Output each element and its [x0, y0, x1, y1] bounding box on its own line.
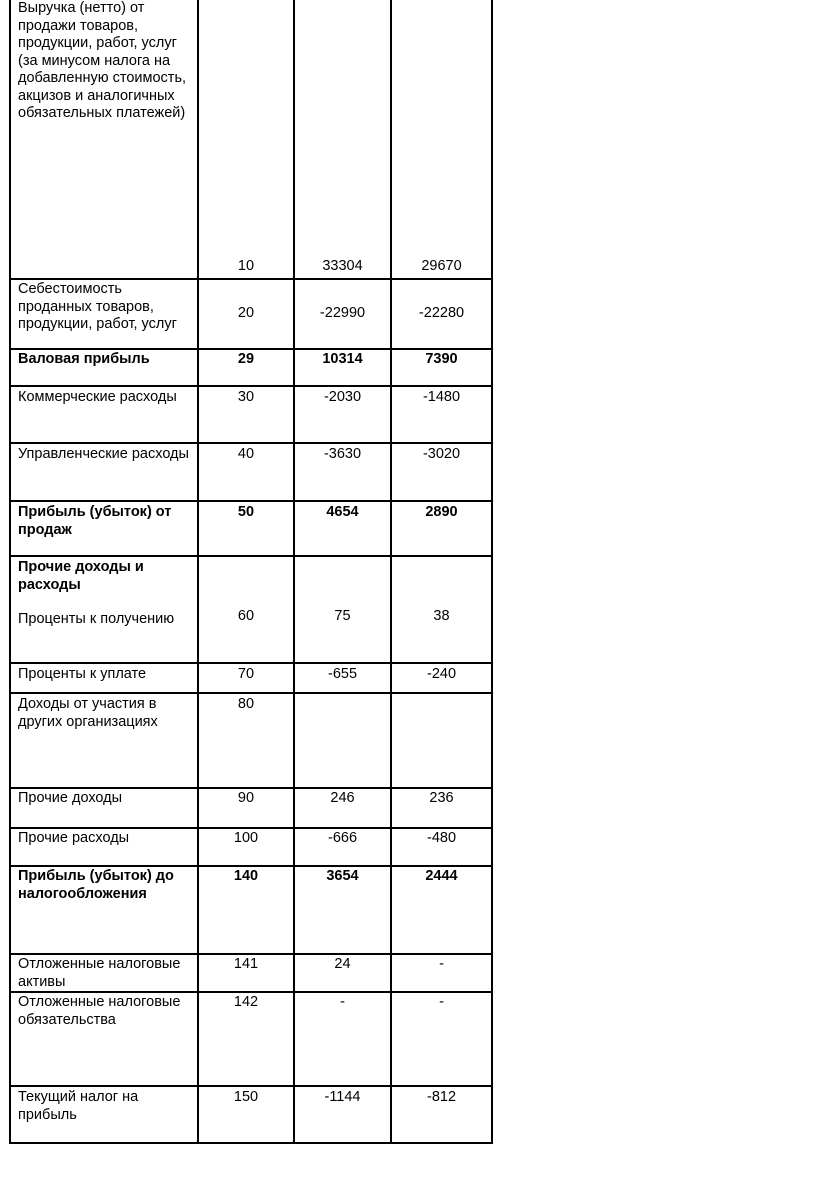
- row-current-value: 33304: [294, 0, 391, 279]
- row-previous-value: 236: [391, 788, 492, 828]
- row-previous-value: 2890: [391, 501, 492, 556]
- row-label: Проценты к уплате: [10, 663, 198, 693]
- row-previous-value: [391, 693, 492, 788]
- table-row: [10, 0, 492, 279]
- row-current-value: 24: [294, 954, 391, 992]
- row-code: 140: [198, 866, 294, 954]
- row-code: 20: [198, 279, 294, 349]
- financial-results-table: [9, 0, 493, 1144]
- row-previous-value: -812: [391, 1086, 492, 1143]
- row-code: 30: [198, 386, 294, 443]
- row-code: 60: [198, 556, 294, 663]
- row-code: 10: [198, 0, 294, 279]
- table-row: [10, 992, 492, 1086]
- row-label: Прочие доходы и расходы Проценты к получению: [10, 556, 198, 663]
- row-code: 50: [198, 501, 294, 556]
- table-row: [10, 279, 492, 349]
- row-code: 70: [198, 663, 294, 693]
- table-row: [10, 866, 492, 954]
- row-previous-value: -480: [391, 828, 492, 866]
- row-current-value: 246: [294, 788, 391, 828]
- row-code: 100: [198, 828, 294, 866]
- row-previous-value: 7390: [391, 349, 492, 386]
- row-code: 29: [198, 349, 294, 386]
- row-label: Выручка (нетто) от продажи товаров, продукции, работ, услуг (за минусом налога на добавленную стоимость, акцизов и аналогичных обязательных платежей): [10, 0, 198, 279]
- row-current-value: -666: [294, 828, 391, 866]
- row-label: Прочие доходы: [10, 788, 198, 828]
- row-code: 142: [198, 992, 294, 1086]
- table-row: [10, 443, 492, 501]
- row-label: Прибыль (убыток) от продаж: [10, 501, 198, 556]
- table-row: [10, 1086, 492, 1143]
- row-code: 40: [198, 443, 294, 501]
- table-row: [10, 556, 492, 663]
- table-row: [10, 386, 492, 443]
- row-previous-value: 38: [391, 556, 492, 663]
- row-current-value: 4654: [294, 501, 391, 556]
- row-previous-value: -: [391, 954, 492, 992]
- table-row: [10, 349, 492, 386]
- row-code: 141: [198, 954, 294, 992]
- table-row: [10, 828, 492, 866]
- row-label: Отложенные налоговые обязательства: [10, 992, 198, 1086]
- row-previous-value: 2444: [391, 866, 492, 954]
- row-label: Валовая прибыль: [10, 349, 198, 386]
- row-current-value: 10314: [294, 349, 391, 386]
- row-current-value: -: [294, 992, 391, 1086]
- row-code: 150: [198, 1086, 294, 1143]
- row-label: Себестоимость проданных товаров, продукции, работ, услуг: [10, 279, 198, 349]
- table-row: [10, 788, 492, 828]
- row-current-value: -3630: [294, 443, 391, 501]
- table-row: [10, 693, 492, 788]
- row-current-value: -655: [294, 663, 391, 693]
- row-previous-value: -: [391, 992, 492, 1086]
- row-current-value: 75: [294, 556, 391, 663]
- row-label: Доходы от участия в других организациях: [10, 693, 198, 788]
- row-current-value: -1144: [294, 1086, 391, 1143]
- row-code: 80: [198, 693, 294, 788]
- section-heading: Прочие доходы и расходы: [18, 559, 144, 593]
- row-label: Текущий налог на прибыль: [10, 1086, 198, 1143]
- row-previous-value: -3020: [391, 443, 492, 501]
- row-current-value: [294, 693, 391, 788]
- row-label: Управленческие расходы: [10, 443, 198, 501]
- row-previous-value: -240: [391, 663, 492, 693]
- row-label: Коммерческие расходы: [10, 386, 198, 443]
- table-row: [10, 663, 492, 693]
- table-row: [10, 501, 492, 556]
- row-label: Прочие расходы: [10, 828, 198, 866]
- row-previous-value: -1480: [391, 386, 492, 443]
- row-label: Прибыль (убыток) до налогообложения: [10, 866, 198, 954]
- row-previous-value: 29670: [391, 0, 492, 279]
- row-current-value: 3654: [294, 866, 391, 954]
- row-label: Отложенные налоговые активы: [10, 954, 198, 992]
- row-code: 90: [198, 788, 294, 828]
- row-current-value: -2030: [294, 386, 391, 443]
- table-row: [10, 954, 492, 992]
- row-previous-value: -22280: [391, 279, 492, 349]
- row-current-value: -22990: [294, 279, 391, 349]
